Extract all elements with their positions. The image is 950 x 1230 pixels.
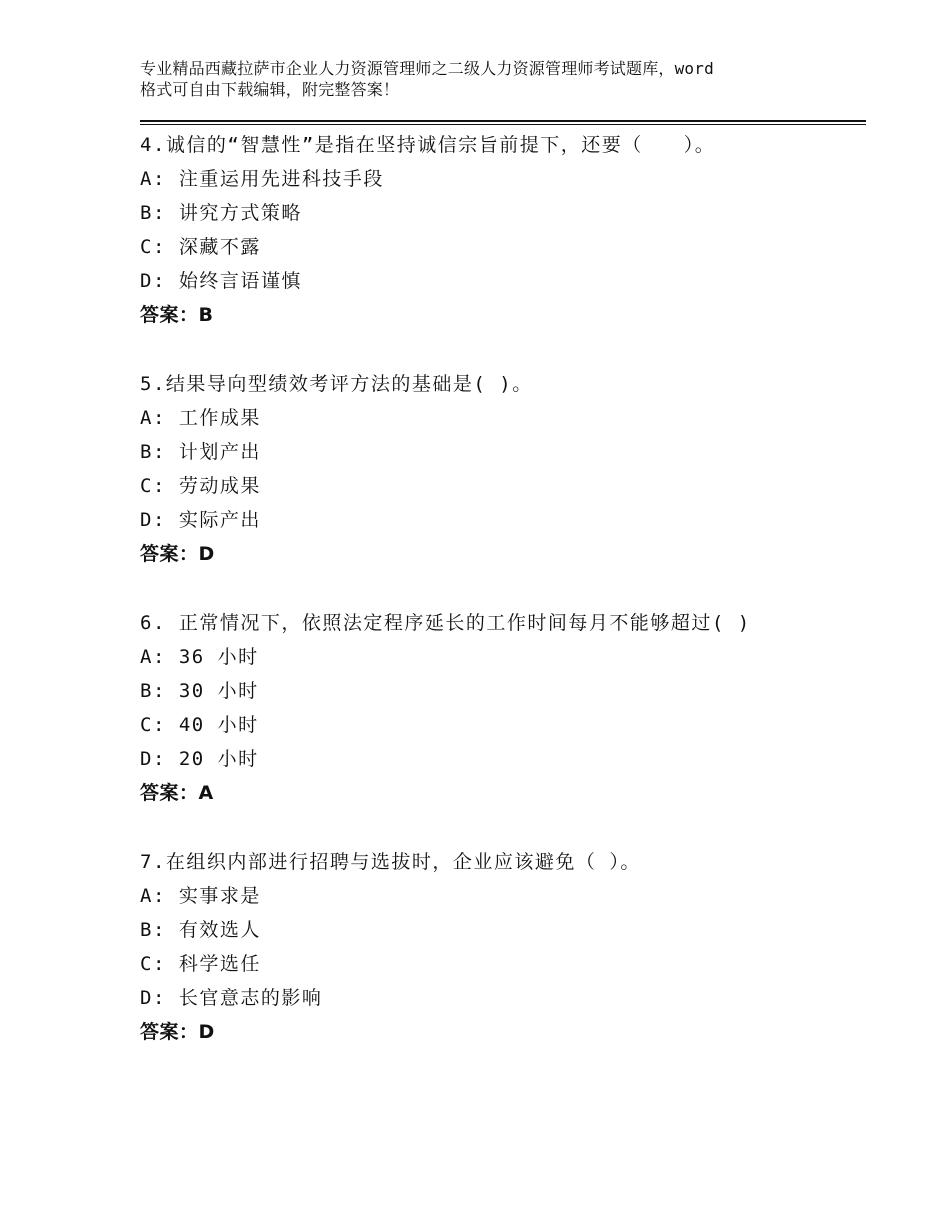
option-d: D: 实际产出 <box>140 509 261 531</box>
question-text: 5.结果导向型绩效考评方法的基础是( )。 <box>140 373 533 395</box>
option-b: B: 有效选人 <box>140 919 261 941</box>
option-b: B: 讲究方式策略 <box>140 202 302 224</box>
answer-label: 答案：A <box>140 782 214 804</box>
option-d: D: 始终言语谨慎 <box>140 270 302 292</box>
header-line-2: 格式可自由下载编辑，附完整答案！ <box>140 80 400 99</box>
option-d: D: 长官意志的影响 <box>140 987 323 1009</box>
option-b: B: 30 小时 <box>140 680 259 702</box>
option-c: C: 科学选任 <box>140 953 261 975</box>
question-text: 7.在组织内部进行招聘与选拔时，企业应该避免（ ）。 <box>140 851 641 873</box>
question-5 <box>140 367 860 571</box>
header-divider-thick <box>140 120 866 122</box>
question-6 <box>140 606 860 810</box>
document-header <box>140 58 840 100</box>
option-a: A: 注重运用先进科技手段 <box>140 168 384 190</box>
option-a: A: 实事求是 <box>140 885 261 907</box>
option-c: C: 40 小时 <box>140 714 259 736</box>
answer-label: 答案：D <box>140 1021 215 1043</box>
option-d: D: 20 小时 <box>140 748 259 770</box>
header-line-1: 专业精品西藏拉萨市企业人力资源管理师之二级人力资源管理师考试题库，word <box>140 59 714 78</box>
option-c: C: 深藏不露 <box>140 236 261 258</box>
question-list <box>140 128 860 1049</box>
question-7 <box>140 845 860 1049</box>
answer-label: 答案：B <box>140 304 214 326</box>
question-4 <box>140 128 860 332</box>
option-c: C: 劳动成果 <box>140 475 261 497</box>
option-a: A: 36 小时 <box>140 646 259 668</box>
question-text: 6. 正常情况下，依照法定程序延长的工作时间每月不能够超过( ) <box>140 612 751 634</box>
option-a: A: 工作成果 <box>140 407 261 429</box>
question-text: 4.诚信的“智慧性”是指在坚持诚信宗旨前提下，还要（ ）。 <box>140 134 716 156</box>
answer-label: 答案：D <box>140 543 215 565</box>
option-b: B: 计划产出 <box>140 441 261 463</box>
header-divider-thin <box>140 124 866 125</box>
